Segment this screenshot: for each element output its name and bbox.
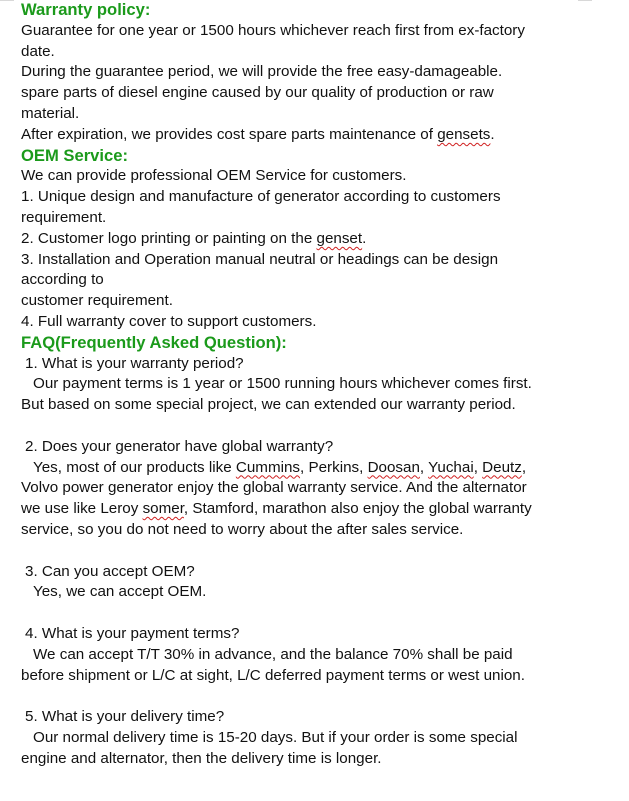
warranty-text-line: date. — [21, 42, 55, 60]
spellcheck-word: genset — [316, 229, 363, 247]
paragraph-gap — [21, 686, 621, 707]
faq-question: 5. What is your delivery time? — [25, 708, 225, 726]
paragraph-gap — [21, 541, 621, 562]
warranty-heading: Warranty policy: — [21, 0, 151, 19]
warranty-text-line: material. — [21, 104, 80, 122]
faq-heading: FAQ(Frequently Asked Question): — [21, 332, 287, 352]
spellcheck-word: Doosan — [367, 458, 420, 476]
faq-answer-line: service, so you do not need to worry about the after sales service. — [21, 520, 464, 538]
oem-text-line: 2. Customer logo printing or painting on the genset. — [21, 229, 367, 247]
warranty-text-line: After expiration, we provides cost spare parts maintenance of gensets. — [21, 125, 495, 143]
paragraph-gap — [21, 603, 621, 624]
faq-question: 2. Does your generator have global warranty? — [25, 437, 334, 455]
faq-question: 3. Can you accept OEM? — [25, 562, 195, 580]
faq-answer-line: Our normal delivery time is 15-20 days. But if your order is some special — [33, 728, 518, 746]
oem-heading: OEM Service: — [21, 145, 128, 165]
faq-answer-line: engine and alternator, then the delivery time is longer. — [21, 749, 382, 767]
warranty-text-line: During the guarantee period, we will provide the free easy-damageable. — [21, 63, 503, 81]
oem-text-line: We can provide professional OEM Service for customers. — [21, 167, 407, 185]
oem-text-line: according to — [21, 271, 104, 289]
faq-answer-line: Yes, we can accept OEM. — [33, 583, 207, 601]
spellcheck-word: somer — [142, 500, 184, 518]
oem-text-line: 4. Full warranty cover to support customers. — [21, 312, 317, 330]
faq-question: 1. What is your warranty period? — [25, 354, 244, 372]
spellcheck-word: Cummins — [235, 458, 301, 476]
document-body — [21, 0, 621, 769]
warranty-text-line: spare parts of diesel engine caused by our quality of production or raw — [21, 84, 494, 102]
faq-answer-line: We can accept T/T 30% in advance, and the balance 70% shall be paid — [33, 645, 513, 663]
paragraph-gap — [21, 416, 621, 437]
faq-question: 4. What is your payment terms? — [25, 624, 240, 642]
spellcheck-word: Yuchai — [428, 458, 474, 476]
spellcheck-word: gensets — [437, 125, 491, 143]
faq-answer-line: we use like Leroy somer, Stamford, marathon also enjoy the global warranty — [21, 500, 532, 518]
oem-text-line: customer requirement. — [21, 292, 173, 310]
page-corner-mark-left — [0, 0, 14, 1]
faq-answer-line: Volvo power generator enjoy the global warranty service. And the alternator — [21, 479, 527, 497]
faq-answer-line: Yes, most of our products like Cummins, Perkins, Doosan, Yuchai, Deutz, — [33, 458, 527, 476]
faq-answer-line: Our payment terms is 1 year or 1500 running hours whichever comes first. — [33, 375, 532, 393]
oem-text-line: requirement. — [21, 208, 107, 226]
oem-text-line: 3. Installation and Operation manual neutral or headings can be design — [21, 250, 499, 268]
faq-answer-line: before shipment or L/C at sight, L/C deferred payment terms or west union. — [21, 666, 525, 684]
oem-text-line: 1. Unique design and manufacture of generator according to customers — [21, 188, 501, 206]
faq-answer-line: But based on some special project, we can extended our warranty period. — [21, 396, 516, 414]
warranty-text-line: Guarantee for one year or 1500 hours whichever reach first from ex-factory — [21, 21, 525, 39]
spellcheck-word: Deutz — [482, 458, 522, 476]
